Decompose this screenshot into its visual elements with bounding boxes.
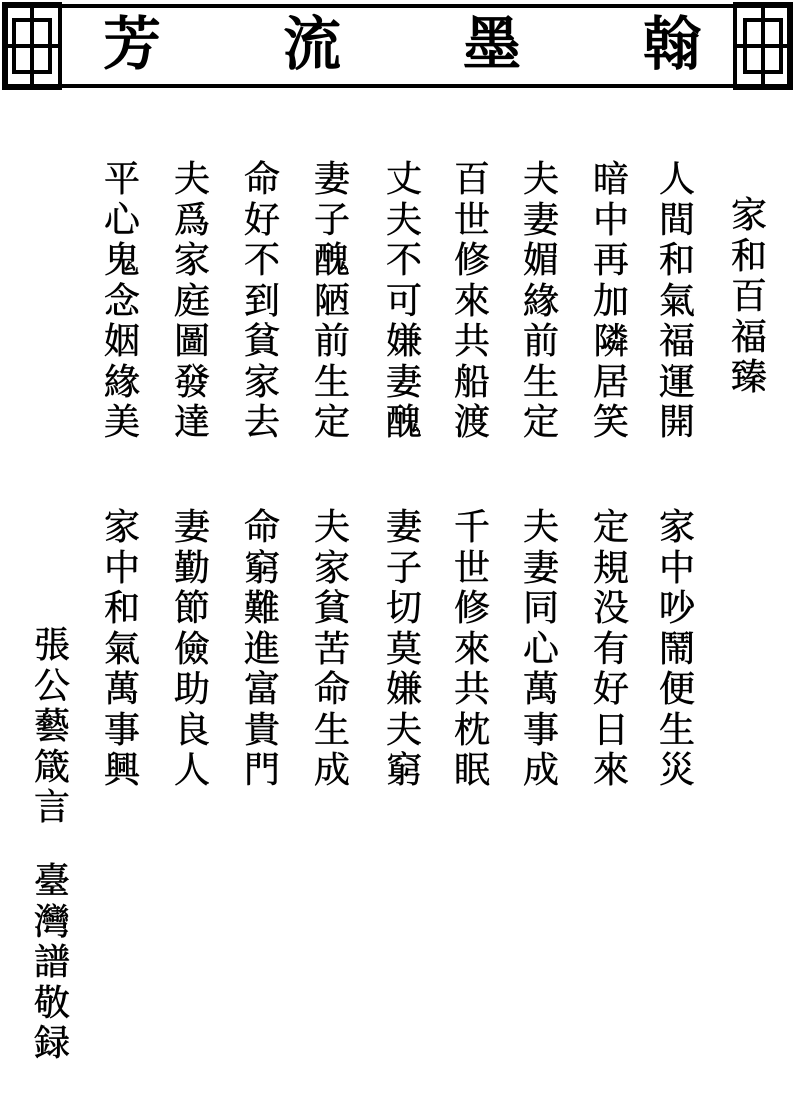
verse-column-upper: 暗 中 再 加 隣 居 笑 — [592, 159, 629, 443]
verse-column-lower: 定 規 没 有 好 日 來 — [592, 507, 629, 791]
verse-column-lower: 家 中 和 氣 萬 事 興 — [103, 507, 140, 791]
fret-ornament-left-icon — [0, 0, 64, 90]
verse-column-upper: 丈 夫 不 可 嫌 妻 醜 — [385, 159, 422, 443]
verse-column-upper: 夫 妻 媚 緣 前 生 定 — [522, 159, 559, 443]
verse-column-lower: 命 窮 難 進 富 貴 門 — [243, 507, 280, 791]
verse-column-lower: 夫 家 貧 苦 命 生 成 — [313, 507, 350, 791]
verse-column-upper: 人 間 和 氣 福 運 開 — [658, 159, 695, 443]
author-signature: 張 公 藝 箴 言 — [33, 625, 70, 828]
verse-column-lower: 家 中 吵 鬧 便 生 災 — [658, 507, 695, 791]
verse-column-upper: 妻 子 醜 陋 前 生 定 — [313, 159, 350, 443]
title-char: 墨 — [462, 10, 521, 78]
verse-column-lower: 夫 妻 同 心 萬 事 成 — [522, 507, 559, 791]
verse-column-upper: 平 心 鬼 念 姻 緣 美 — [103, 159, 140, 443]
verse-column-lower: 妻 子 切 莫 嫌 夫 窮 — [385, 507, 422, 791]
verse-column-lower: 妻 勤 節 儉 助 良 人 — [173, 507, 210, 791]
title-char: 流 — [282, 10, 341, 78]
verse-column-lower: 千 世 修 來 共 枕 眠 — [453, 507, 490, 791]
verse-column-upper: 百 世 修 來 共 船 渡 — [453, 159, 490, 443]
header-banner — [0, 0, 795, 95]
heading-column: 家 和 百 福 臻 — [730, 195, 767, 398]
fret-ornament-right-icon — [731, 0, 795, 90]
verse-column-upper: 夫 爲 家 庭 圖 發 達 — [173, 159, 210, 443]
verse-column-upper: 命 好 不 到 貧 家 去 — [243, 159, 280, 443]
title-char: 芳 — [102, 10, 161, 78]
recorder-signature: 臺 灣 譜 敬 録 — [33, 861, 70, 1064]
title-char: 翰 — [642, 10, 701, 78]
